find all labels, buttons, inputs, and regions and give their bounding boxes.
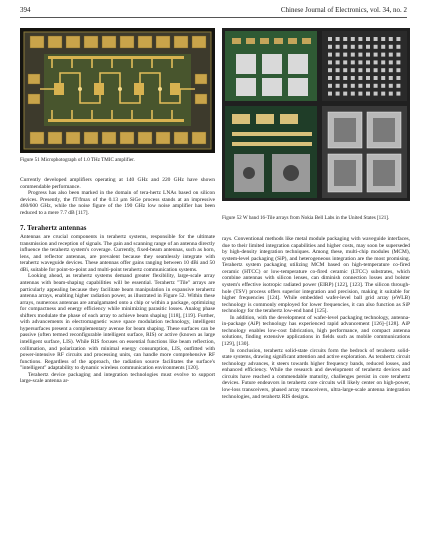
antenna-element	[389, 84, 393, 88]
antenna-element	[396, 84, 400, 88]
tile-array-photo	[222, 28, 410, 201]
antenna-element	[358, 37, 362, 41]
antenna-element	[343, 92, 347, 96]
antenna-element	[374, 45, 378, 49]
antenna-element	[358, 76, 362, 80]
antenna-element	[328, 68, 332, 72]
antenna-element	[366, 84, 370, 88]
section-heading: 7. Terahertz antennas	[20, 224, 87, 232]
antenna-element	[328, 84, 332, 88]
antenna-element	[374, 68, 378, 72]
antenna-element	[358, 45, 362, 49]
antenna-element	[328, 37, 332, 41]
antenna-element	[366, 60, 370, 64]
antenna-element	[389, 68, 393, 72]
antenna-element	[328, 60, 332, 64]
antenna-element	[351, 68, 355, 72]
antenna-element	[396, 68, 400, 72]
antenna-element	[358, 68, 362, 72]
figure-52-image	[222, 28, 410, 201]
figure-51-image	[20, 28, 215, 153]
antenna-element	[366, 45, 370, 49]
figure-51-caption: Figure 51 Microphotograph of 1.0 THz TMIC amplifier.	[20, 157, 135, 163]
paragraph: Currently developed amplifiers operating at 140 GHz and 220 GHz have shown commendable performance.	[20, 177, 215, 190]
antenna-element	[366, 53, 370, 57]
page-header	[20, 6, 407, 16]
paragraph: In conclusion, terahertz solid-state circuits form the bedrock of terahertz solid-state systems, drawing significant attention and active exploration. As terahertz circuit technology advances, it steers towards higher frequency bands, reduced losses, and enhanced efficiency. While the research and development of terahertz devices and circuits have reached a commendable maturity, challenges persist in core terahertz devices. Future endeavors in terahertz core circuits will likely center on high-power, low-loss transceivers, phased array transceivers, ultra-large-scale antenna integration technologies, and terahertz RIS designs.	[222, 347, 410, 400]
antenna-element	[396, 45, 400, 49]
paragraph: rays. Conventional methods like metal module packaging with waveguide interfaces, due to their limited integration capabilities and higher costs, may soon be superseded by high-density integration techniques. Among these, multi-chip modules (MCM), system-level packaging (SiP), and heterogeneous integration are the most promising. Terahertz system packaging utilizing MCM based on high-temperature co-fired ceramic (HTCC) or low-temperature co-fired ceramic (LTCC) substrates, which combine antennas with silicon lenses, can diminish connection losses and bolster system's effective isotropic radiated power (EIRP) [122], [123]. The silicon through-hole (TSV) process offers superior integration and precision, making it suitable for higher frequencies [124]. While embedded wafer-level ball grid array (eWLB) technology is commonly employed for lower frequencies, it can also function as SiP technology for the terahertz low-end band [125].	[222, 236, 410, 315]
antenna-element	[351, 37, 355, 41]
antenna-element	[358, 92, 362, 96]
antenna-element	[374, 92, 378, 96]
antenna-element	[389, 92, 393, 96]
antenna-element	[358, 53, 362, 57]
antenna-element	[336, 76, 340, 80]
antenna-element	[381, 45, 385, 49]
paragraph: Looking ahead, as terahertz systems demand greater flexibility, large-scale array antennas with beam-shaping capabilities will be essential. Terahertz "Tile" arrays are particularly appealing because they facilitate beam manipulation in expansive terahertz antenna arrays, enabling higher radiation power, as illustrated in Figure 52. Within these arrays, numerous antennas are amalgamated onto a chip or within a package, optimizing for compactness and energy efficiency while minimizing parasitic losses. Analog phase shifters modulate the phase of each array to achieve beam shaping [118], [119]. Further, with advancements in electromagnetic wave space modulation technology, intelligent hypersurfaces present a complementary avenue for beam shaping. These surfaces can be passive (often termed reconfigurable intelligent surface, RIS) or active (known as large intelligent surface, LIS). While RIS focuses on essential functions like beam reflection, collimation, and polarization with minimal energy consumption, LIS, outfitted with power-intensive RF circuits and processing units, can handle more comprehensive RF functions. Regardless of the approach, the radiation source facilitates the surface's "intelligent" adaptability to dynamic wireless communication environments [120].	[20, 273, 215, 372]
antenna-element	[381, 37, 385, 41]
antenna-element	[381, 60, 385, 64]
antenna-element	[366, 76, 370, 80]
antenna-element	[389, 60, 393, 64]
antenna-element	[336, 37, 340, 41]
antenna-element	[351, 76, 355, 80]
antenna-element	[358, 84, 362, 88]
page-number: 394	[20, 6, 31, 14]
antenna-element	[336, 84, 340, 88]
antenna-element	[351, 53, 355, 57]
antenna-element	[328, 92, 332, 96]
antenna-element	[343, 37, 347, 41]
antenna-element	[328, 76, 332, 80]
antenna-element	[336, 92, 340, 96]
antenna-element	[366, 37, 370, 41]
antenna-element	[351, 92, 355, 96]
antenna-element	[389, 45, 393, 49]
antenna-element	[374, 37, 378, 41]
left-column-body	[20, 234, 215, 385]
antenna-element	[374, 76, 378, 80]
header-rule	[20, 17, 407, 18]
antenna-element	[336, 45, 340, 49]
antenna-element	[389, 53, 393, 57]
antenna-element	[366, 92, 370, 96]
paragraph: Antennas are crucial components in terahertz systems, responsible for the ultimate transmission and reception of signals. The gain and scanning range of an antenna directly influence the terahertz system's coverage. Currently, fixed-beam antennas, such as horn, lens, and reflector antennas, are prevalent because they seamlessly integrate with terahertz waveguide devices. These antennas offer gains ranging between 10 dBi and 50 dBi, suitable for point-to-point and multi-point terahertz communication systems.	[20, 234, 215, 273]
antenna-element	[381, 68, 385, 72]
antenna-element	[328, 45, 332, 49]
paragraph: Terahertz device packaging and integration technologies must evolve to support large-scale antenna ar-	[20, 371, 215, 385]
antenna-element	[374, 53, 378, 57]
antenna-element	[374, 60, 378, 64]
antenna-element	[351, 45, 355, 49]
antenna-element	[343, 45, 347, 49]
antenna-element	[381, 76, 385, 80]
antenna-element	[396, 53, 400, 57]
chip-microphotograph	[20, 28, 215, 153]
paragraph: Progress has also been marked in the domain of tera-hertz LNAs based on silicon devices. Presently, the fT/fmax of the 0.13 μm SiGe process stands at an impressive 460/600 GHz, while the noise figure of the 190 GHz low noise amplifier has been reduced to a mere 7.7 dB [117].	[20, 190, 215, 216]
antenna-element	[381, 84, 385, 88]
journal-title: Chinese Journal of Electronics, vol. 34, no. 2	[280, 6, 407, 14]
figure-52-caption: Figure 52 W band 16-Tile arrays from Nokia Bell Labs in the United States [121].	[222, 215, 390, 221]
antenna-element	[336, 60, 340, 64]
antenna-element	[328, 53, 332, 57]
antenna-element	[343, 53, 347, 57]
antenna-element	[343, 84, 347, 88]
antenna-element	[396, 76, 400, 80]
antenna-element	[389, 37, 393, 41]
antenna-element	[381, 92, 385, 96]
paragraph: In addition, with the development of wafer-level packaging technology, antenna-in-package (AiP) technology has experienced rapid advancement [126]–[128]. AiP technology enables low-cost fabrication, high performance, and compact antenna solutions, finding extensive applications in fields such as mobile communications [129], [130].	[222, 314, 410, 347]
left-column-top	[20, 177, 215, 216]
antenna-element	[396, 92, 400, 96]
antenna-element	[336, 53, 340, 57]
antenna-element	[343, 60, 347, 64]
right-column-body	[222, 236, 410, 400]
antenna-element	[343, 68, 347, 72]
antenna-element	[381, 53, 385, 57]
antenna-element	[351, 60, 355, 64]
antenna-element	[343, 76, 347, 80]
antenna-element	[366, 68, 370, 72]
antenna-element	[336, 68, 340, 72]
antenna-element	[389, 76, 393, 80]
antenna-element	[358, 60, 362, 64]
antenna-element	[396, 60, 400, 64]
antenna-element	[396, 37, 400, 41]
antenna-element	[351, 84, 355, 88]
antenna-element	[374, 84, 378, 88]
